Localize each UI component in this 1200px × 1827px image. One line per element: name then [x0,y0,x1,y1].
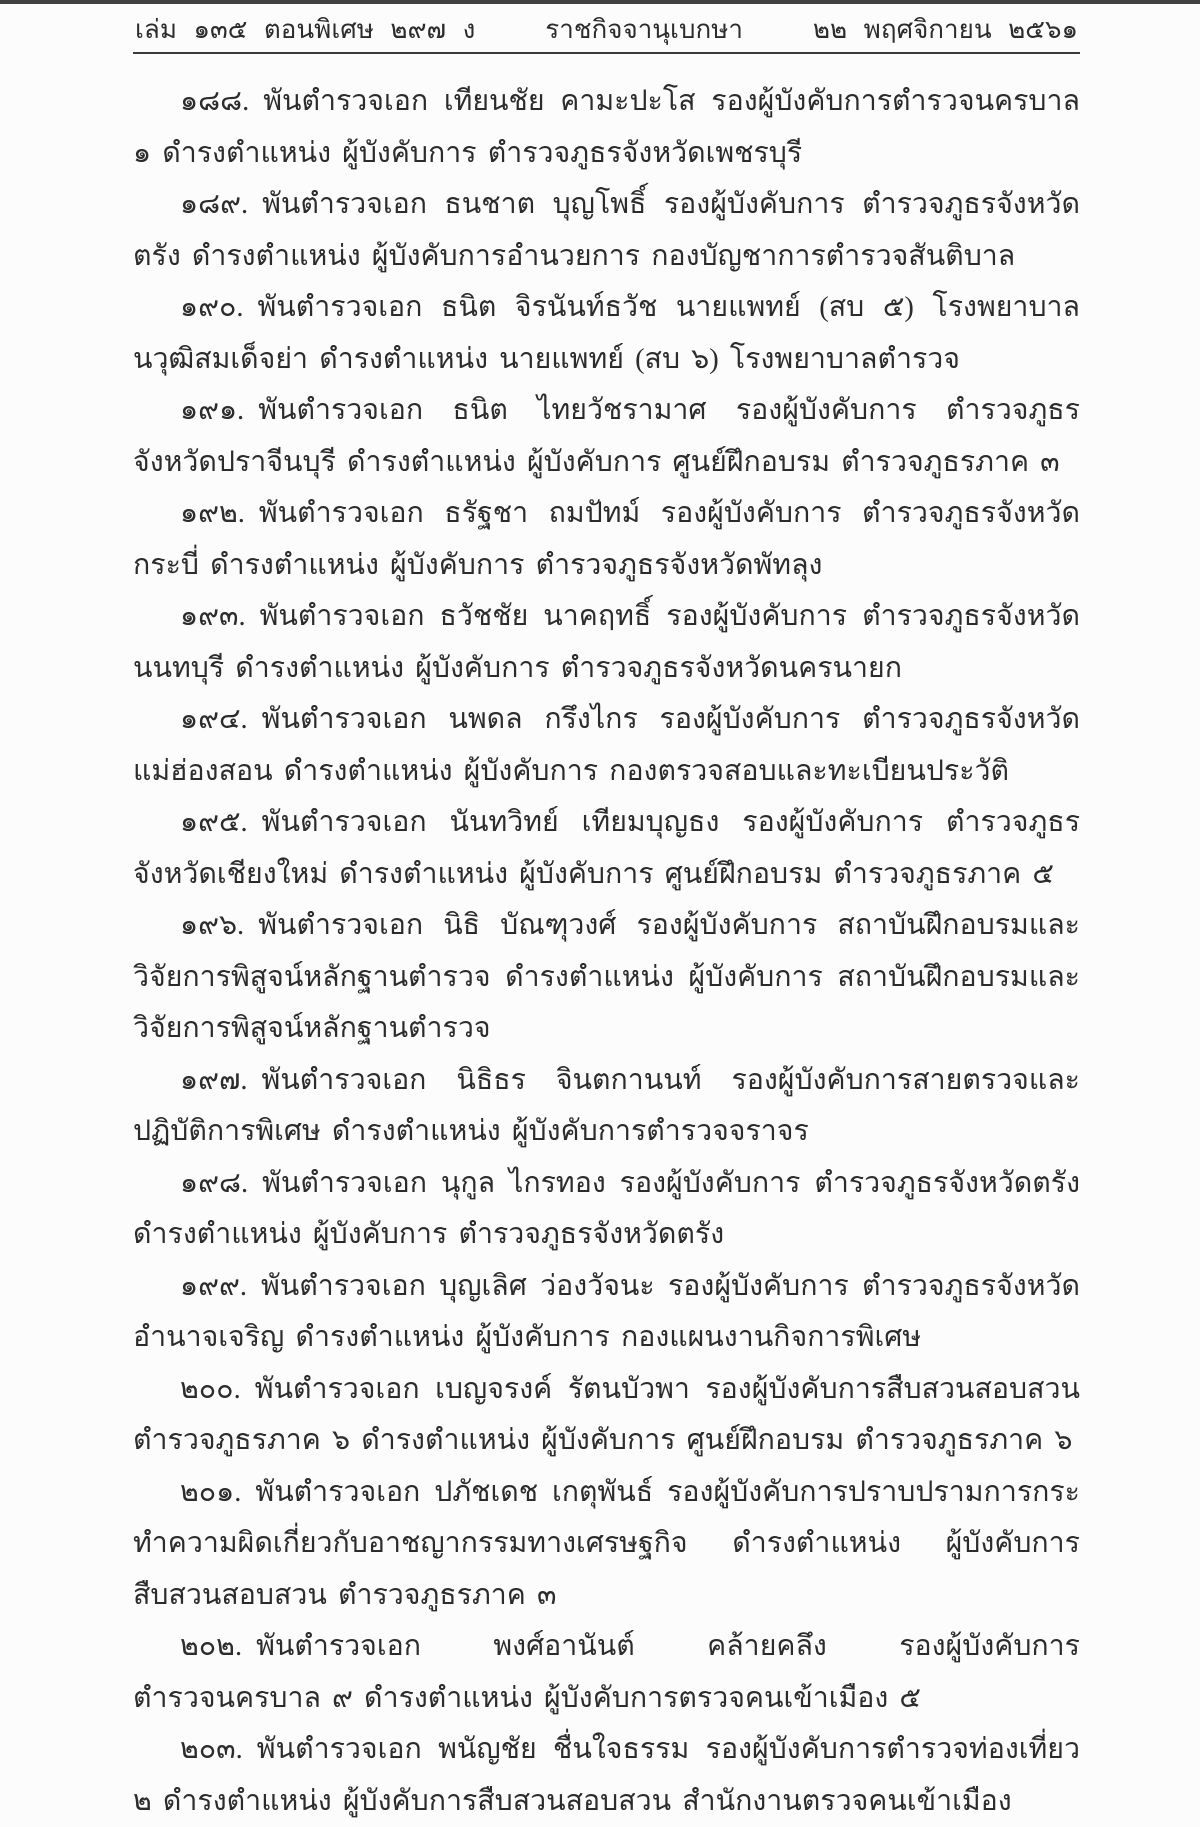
entry [133,385,1080,488]
entry-text: พันตำรวจเอก นิธิ บัณฑุวงศ์ รองผู้บังคับการ สถาบันฝึกอบรมและวิจัยการพิสูจน์หลักฐานตำรวจ ดำรงตำแหน่ง ผู้บังคับการ สถาบันฝึกอบรมและวิจัยการพิสูจน์หลักฐานตำรวจ [133,910,1080,1044]
entry-text: พันตำรวจเอก ธนิต ไทยวัชรามาศ รองผู้บังคับการ ตำรวจภูธรจังหวัดปราจีนบุรี ดำรงตำแหน่ง ผู้บังคับการ ศูนย์ฝึกอบรม ตำรวจภูธรภาค ๓ [133,395,1080,478]
entry-number: ๑๙๐. [180,292,244,323]
entry-text: พันตำรวจเอก เบญจรงค์ รัตนบัวพา รองผู้บังคับการสืบสวนสอบสวน ตำรวจภูธรภาค ๖ ดำรงตำแหน่ง ผู้บังคับการ ศูนย์ฝึกอบรม ตำรวจภูธรภาค ๖ [133,1373,1080,1456]
entry-text: พันตำรวจเอก นุกูล ไกรทอง รองผู้บังคับการ ตำรวจภูธรจังหวัดตรัง ดำรงตำแหน่ง ผู้บังคับการ ตำรวจภูธรจังหวัดตรัง [133,1167,1080,1250]
entry [133,1364,1080,1467]
entry-text: พันตำรวจเอก นิธิธร จินตกานนท์ รองผู้บังคับการสายตรวจและปฏิบัติการพิเศษ ดำรงตำแหน่ง ผู้บังคับการตำรวจจราจร [133,1064,1080,1147]
entry-text: พันตำรวจเอก นันทวิทย์ เทียมบุญธง รองผู้บังคับการ ตำรวจภูธรจังหวัดเชียงใหม่ ดำรงตำแหน่ง ผู้บังคับการ ศูนย์ฝึกอบรม ตำรวจภูธรภาค ๕ [133,807,1080,890]
entry [133,1467,1080,1622]
entry-text: พันตำรวจเอก นพดล กรึงไกร รองผู้บังคับการ ตำรวจภูธรจังหวัดแม่ฮ่องสอน ดำรงตำแหน่ง ผู้บังคับการ กองตรวจสอบและทะเบียนประวัติ [133,704,1080,787]
entry [133,1261,1080,1364]
entry-number: ๑๙๔. [180,704,248,735]
entry-number: ๑๙๙. [180,1270,247,1302]
entry [133,591,1080,694]
entry-text: พันตำรวจเอก ธวัชชัย นาคฤทธิ์ รองผู้บังคับการ ตำรวจภูธรจังหวัดนนทบุรี ดำรงตำแหน่ง ผู้บังคับการ ตำรวจภูธรจังหวัดนครนายก [133,601,1080,684]
entry [133,1621,1080,1724]
entry [133,1055,1080,1158]
header-gazette-title: ราชกิจจานุเบกษา [545,15,743,44]
header-volume-line: เล่ม ๑๓๕ ตอนพิเศษ ๒๙๗ ง [135,15,476,44]
entry [133,900,1080,1055]
entry-number: ๑๙๗. [180,1064,248,1096]
entry [133,76,1080,179]
entry-text: พันตำรวจเอก ธรัฐชา ถมปัทม์ รองผู้บังคับการ ตำรวจภูธรจังหวัดกระบี่ ดำรงตำแหน่ง ผู้บังคับการ ตำรวจภูธรจังหวัดพัทลุง [133,498,1080,581]
entry-number: ๑๙๖. [180,910,245,941]
entry-number: ๒๐๐. [180,1373,241,1405]
entry-number: ๑๙๘. [180,1167,249,1199]
entry-text: พันตำรวจเอก บุญเลิศ ว่องวัจนะ รองผู้บังคับการ ตำรวจภูธรจังหวัดอำนาจเจริญ ดำรงตำแหน่ง ผู้บังคับการ กองแผนงานกิจการพิเศษ [133,1270,1080,1353]
entry [133,179,1080,282]
gazette-header [133,12,1080,54]
entry-text: พันตำรวจเอก ธนิต จิรนันท์ธวัช นายแพทย์ (สบ ๕) โรงพยาบาลนวุฒิสมเด็จย่า ดำรงตำแหน่ง นายแพทย์ (สบ ๖) โรงพยาบาลตำรวจ [133,292,1080,375]
entry-number: ๑๙๓. [180,601,246,632]
document-body [133,54,1080,1827]
entry-number: ๑๙๒. [180,498,245,529]
entry-text: พันตำรวจเอก เทียนชัย คามะปะโส รองผู้บังคับการตำรวจนครบาล ๑ ดำรงตำแหน่ง ผู้บังคับการ ตำรวจภูธรจังหวัดเพชรบุรี [133,86,1080,169]
entry-text: พันตำรวจเอก ธนชาต บุญโพธิ์ รองผู้บังคับการ ตำรวจภูธรจังหวัดตรัง ดำรงตำแหน่ง ผู้บังคับการอำนวยการ กองบัญชาการตำรวจสันติบาล [133,189,1080,272]
entry-number: ๑๘๘. [180,86,250,117]
entry [133,694,1080,797]
entry [133,1158,1080,1261]
entry-text: พันตำรวจเอก พนัญชัย ชื่นใจธรรม รองผู้บังคับการตำรวจท่องเที่ยว ๒ ดำรงตำแหน่ง ผู้บังคับการสืบสวนสอบสวน สำนักงานตรวจคนเข้าเมือง [133,1734,1080,1817]
entry-number: ๒๐๓. [180,1734,243,1765]
entry-number: ๑๙๕. [180,807,248,838]
entry [133,1724,1080,1827]
entry-number: ๑๙๑. [180,395,245,426]
entry-text: พันตำรวจเอก ปภัชเดช เกตุพันธ์ รองผู้บังคับการปราบปรามการกระทำความผิดเกี่ยวกับอาชญากรรมทางเศรษฐกิจ ดำรงตำแหน่ง ผู้บังคับการสืบสวนสอบสวน ตำรวจภูธรภาค ๓ [133,1476,1080,1611]
header-date: ๒๒ พฤศจิกายน ๒๕๖๑ [812,15,1078,44]
entry [133,282,1080,385]
entry-number: ๒๐๒. [180,1631,243,1662]
entry [133,797,1080,900]
entry-text: พันตำรวจเอก พงศ์อานันต์ คล้ายคลึง รองผู้บังคับการตำรวจนครบาล ๙ ดำรงตำแหน่ง ผู้บังคับการตรวจคนเข้าเมือง ๕ [133,1631,1080,1714]
entry-number: ๒๐๑. [180,1476,242,1508]
entry [133,488,1080,591]
gazette-page [0,4,1200,1827]
entry-number: ๑๘๙. [180,189,249,220]
